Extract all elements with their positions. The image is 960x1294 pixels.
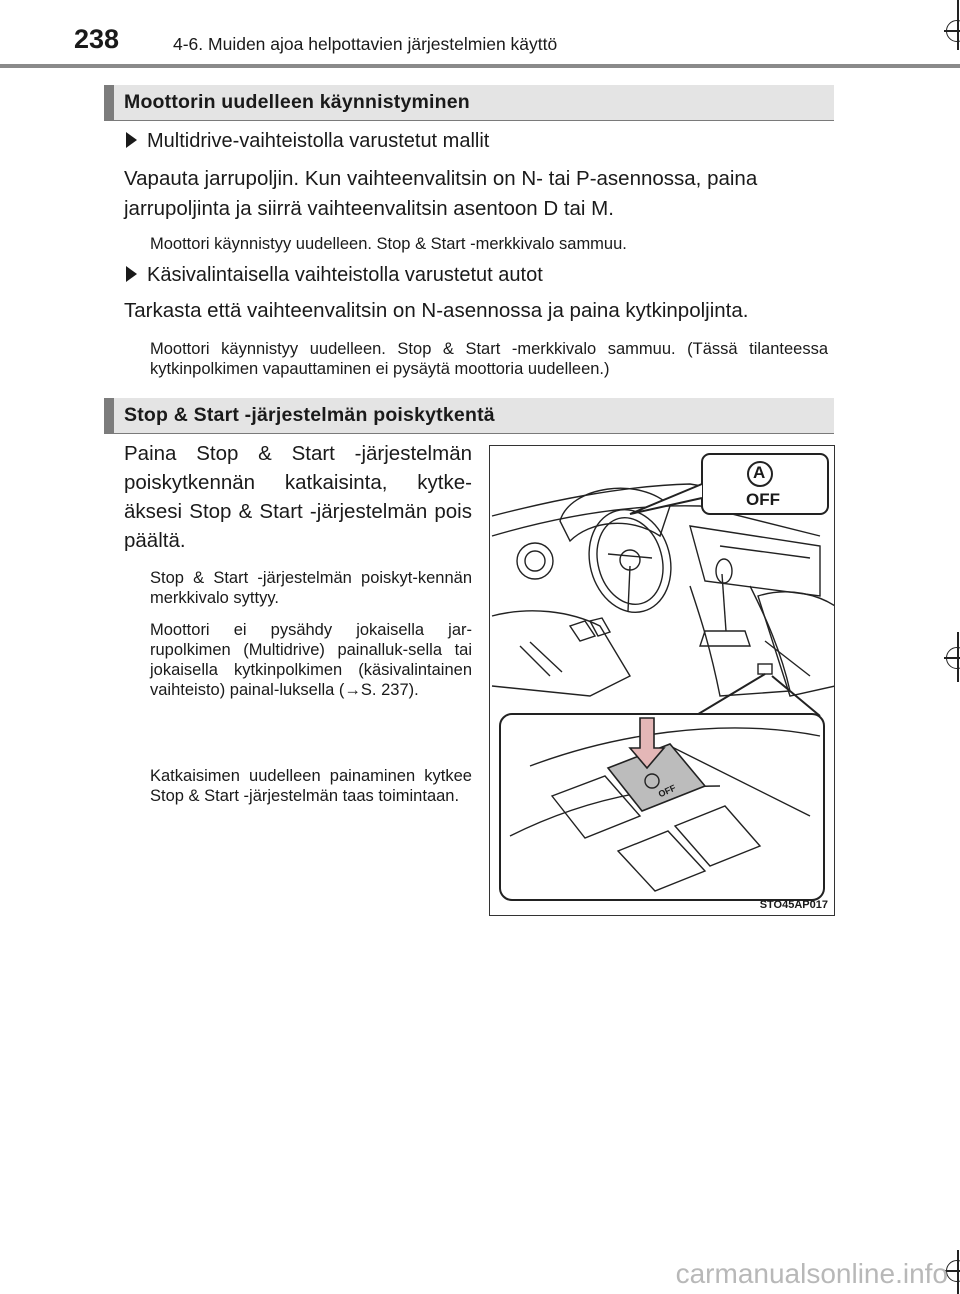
section-title: Moottorin uudelleen käynnistyminen	[124, 91, 470, 113]
disable-instruction: Paina Stop & Start -järjestelmän poiskytkennän katkaisinta, kytke-äksesi Stop & Start -järjestelmän pois päältä.	[124, 442, 472, 552]
manual-note: Moottori käynnistyy uudelleen. Stop & Start -merkkivalo sammuu. (Tässä tilanteessa kytkinpolkimen vapauttaminen ei pysäytä moottoria uudelleen.)	[150, 340, 828, 378]
section-accent	[104, 398, 114, 433]
running-header: 4-6. Muiden ajoa helpottavien järjestelmien käyttö	[173, 34, 558, 54]
multidrive-note: Moottori käynnistyy uudelleen. Stop & Start -merkkivalo sammuu.	[150, 235, 627, 253]
triangle-bullet-icon	[126, 266, 137, 282]
callout-off-label: OFF	[746, 490, 780, 509]
figure-code: STO45AP017	[759, 899, 828, 911]
bullet-manual	[126, 264, 543, 287]
manual-instruction: Tarkasta että vaihteenvalitsin on N-asennossa ja paina kytkinpoljinta.	[124, 299, 749, 322]
section-heading-disable	[104, 398, 834, 434]
switch-off-label: OFF	[656, 782, 678, 800]
header-rule	[0, 64, 960, 68]
disable-note-3: Katkaisimen uudelleen painaminen kytkee Stop & Start -järjestelmän taas toimintaan.	[150, 767, 472, 805]
callout-letter: A	[753, 463, 766, 482]
section-accent	[104, 85, 114, 120]
dashboard-illustration	[490, 446, 835, 916]
bullet-multidrive	[126, 130, 489, 153]
multidrive-instruction-line1: Vapauta jarrupoljin. Kun vaihteenvalitsin on N- tai P-asennossa, paina	[124, 167, 758, 190]
triangle-bullet-icon	[126, 132, 137, 148]
section-heading-restart	[104, 85, 834, 121]
page-number: 238	[74, 24, 120, 54]
crop-circle-bottom-right	[946, 1260, 960, 1282]
stop-start-switch-figure	[489, 445, 835, 916]
multidrive-instruction-line2: jarrupoljinta ja siirrä vaihteenvalitsin asentoon D tai M.	[124, 197, 614, 220]
bullet-label: Käsivalintaisella vaihteistolla varustetut autot	[147, 264, 543, 286]
watermark: carmanualsonline.info	[675, 1258, 948, 1289]
crop-circle-top-right	[946, 20, 960, 42]
disable-note-1: Stop & Start -järjestelmän poiskyt-kennän merkkivalo syttyy.	[150, 569, 472, 607]
crop-circle-mid-right	[946, 647, 960, 669]
section-title: Stop & Start -järjestelmän poiskytkentä	[124, 404, 495, 426]
disable-note-2: Moottori ei pysähdy jokaisella jar-rupolkimen (Multidrive) painalluk-sella tai jokaisella kytkinpolkimen (käsivalintainen vaihteisto) painal-luksella (→S. 237).	[150, 621, 472, 699]
bullet-label: Multidrive-vaihteistolla varustetut mallit	[147, 130, 490, 152]
